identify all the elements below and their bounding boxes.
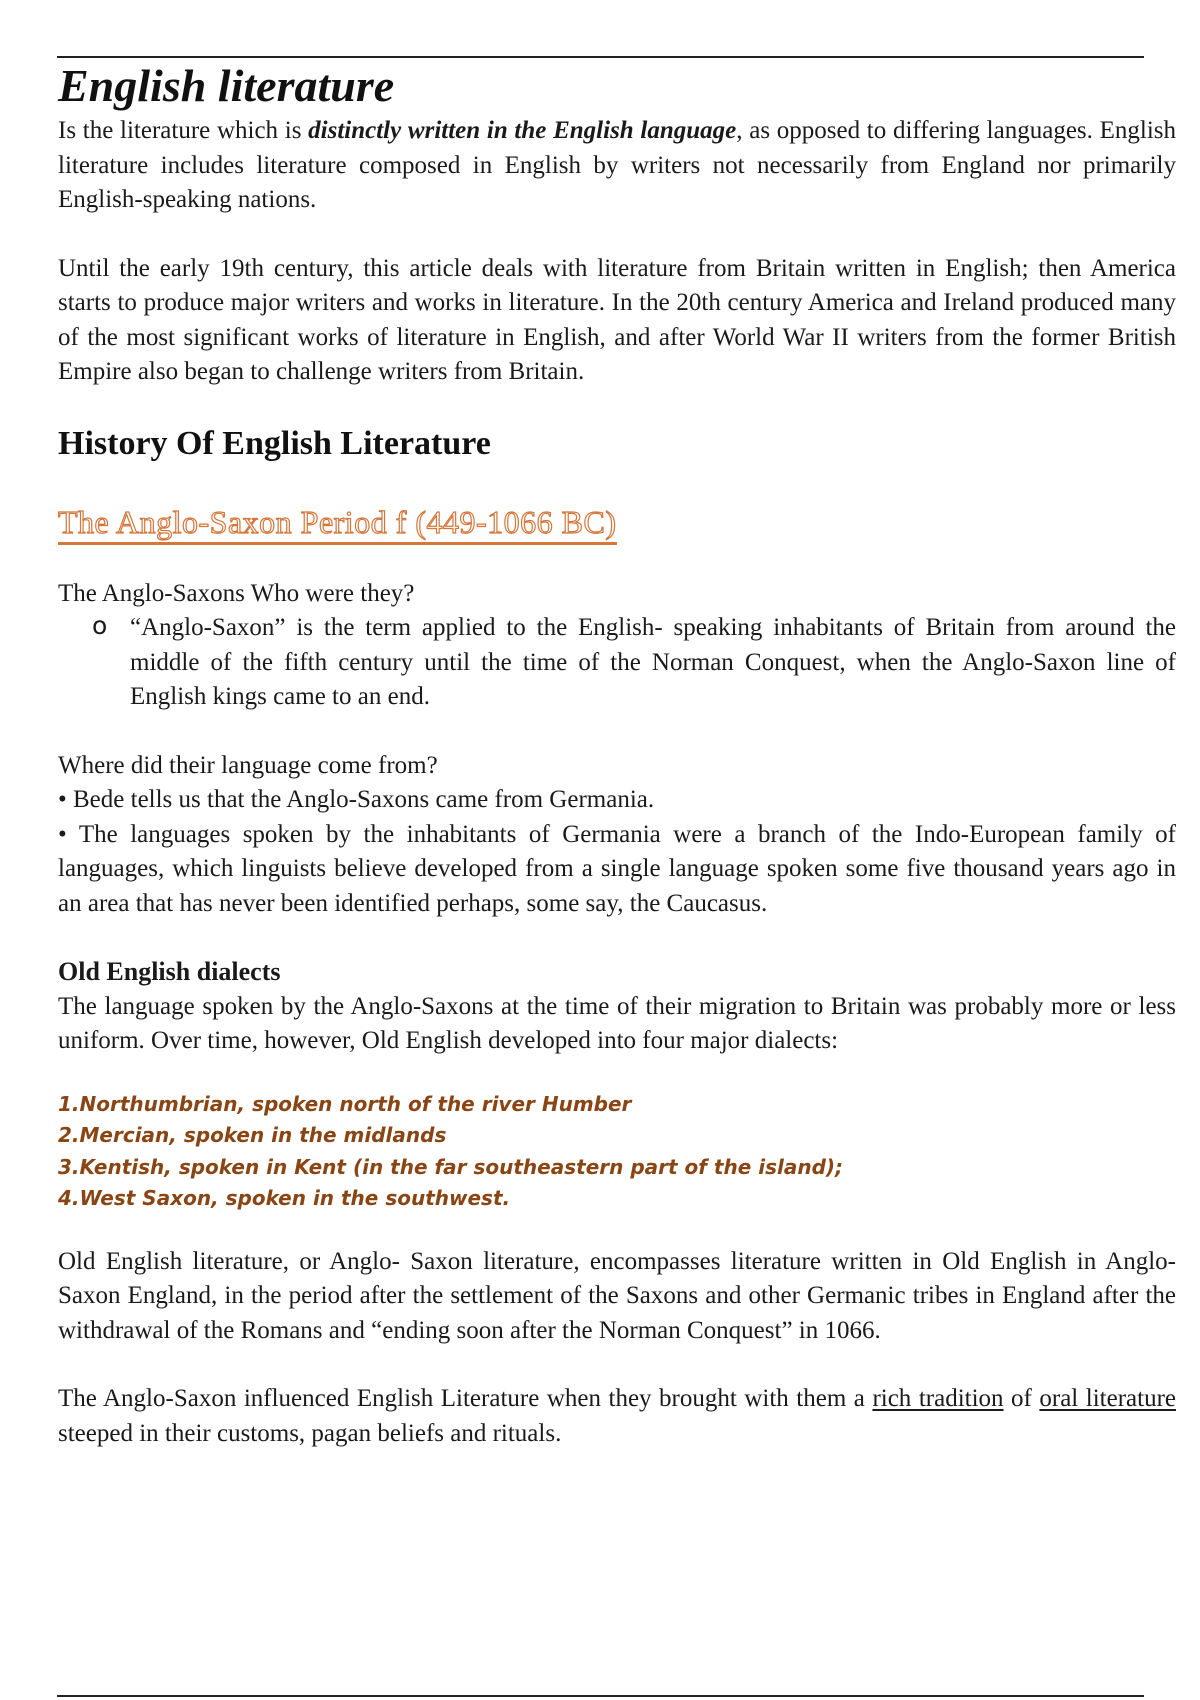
page-title: English literature xyxy=(58,60,395,111)
who-answer-item xyxy=(58,611,1176,715)
dialect-item: 2.Mercian, spoken in the midlands xyxy=(58,1123,447,1147)
language-point: • Bede tells us that the Anglo-Saxons came from Germania. xyxy=(58,786,655,813)
influence-text-3: steeped in their customs, pagan beliefs and rituals. xyxy=(58,1419,562,1447)
intro-text-2: , as opposed to differing languages. English literature includes literature composed in English by writers not necessarily from England nor primarily English-speaking nations. xyxy=(58,117,1176,213)
intro-text-1: Is the literature which is xyxy=(58,117,309,144)
dialects-intro: The language spoken by the Anglo-Saxons at the time of their migration to Britain was probably more or less uniform. Over time, however, Old English developed into four major dialects: xyxy=(58,992,1176,1054)
old-english-literature-paragraph: Old English literature, or Anglo- Saxon literature, encompasses literature written in Old English in Anglo-Saxon England, in the period after the settlement of the Saxons and other Germanic tribes in England after the withdrawal of the Romans and “ending soon after the Norman Conquest” in 1066. xyxy=(58,1247,1176,1344)
history-overview-paragraph: Until the early 19th century, this article deals with literature from Britain written in English; then America starts to produce major writers and works in literature. In the 20th century America and Ireland produced many of the most significant works of literature in English, and after World War II writers from the former British Empire also began to challenge writers from Britain. xyxy=(58,254,1176,385)
rich-tradition-link[interactable]: rich tradition xyxy=(872,1385,1004,1412)
influence-paragraph xyxy=(58,1382,1176,1451)
dialects-heading: Old English dialects xyxy=(58,957,281,986)
dialects-list xyxy=(58,1089,1176,1215)
influence-text-2: of xyxy=(1003,1385,1040,1412)
dialect-item: 3.Kentish, spoken in Kent (in the far southeastern part of the island); xyxy=(58,1154,844,1179)
history-heading: History Of English Literature xyxy=(58,424,491,462)
dialect-item: 4.West Saxon, spoken in the southwest. xyxy=(58,1186,511,1210)
language-question: Where did their language come from? xyxy=(58,751,438,779)
dialect-item: 1.Northumbrian, spoken north of the river Humber xyxy=(58,1091,632,1116)
bottom-rule xyxy=(57,1695,1144,1697)
who-question: The Anglo-Saxons Who were they? xyxy=(58,579,415,607)
document-page xyxy=(58,58,1176,1451)
oral-literature-link[interactable]: oral literature xyxy=(1039,1385,1176,1412)
influence-text-1: The Anglo-Saxon influenced English Literature when they brought with them a xyxy=(58,1385,873,1412)
period-heading: The Anglo-Saxon Period f (449-1066 BC) xyxy=(58,502,617,545)
hollow-circle-bullet-icon: o xyxy=(92,611,108,640)
language-point: • The languages spoken by the inhabitants of Germania were a branch of the Indo-European family of languages, which linguists believe developed from a single language spoken some five thousand years ago in an area that has never been identified perhaps, some say, the Caucasus. xyxy=(58,820,1176,917)
intro-paragraph xyxy=(58,114,1176,218)
intro-emphasis: distinctly written in the English language xyxy=(308,117,737,144)
who-answer: “Anglo-Saxon” is the term applied to the English- speaking inhabitants of Britain from around the middle of the fifth century until the time of the Norman Conquest, when the Anglo-Saxon line of English kings came to an end. xyxy=(130,614,1176,710)
